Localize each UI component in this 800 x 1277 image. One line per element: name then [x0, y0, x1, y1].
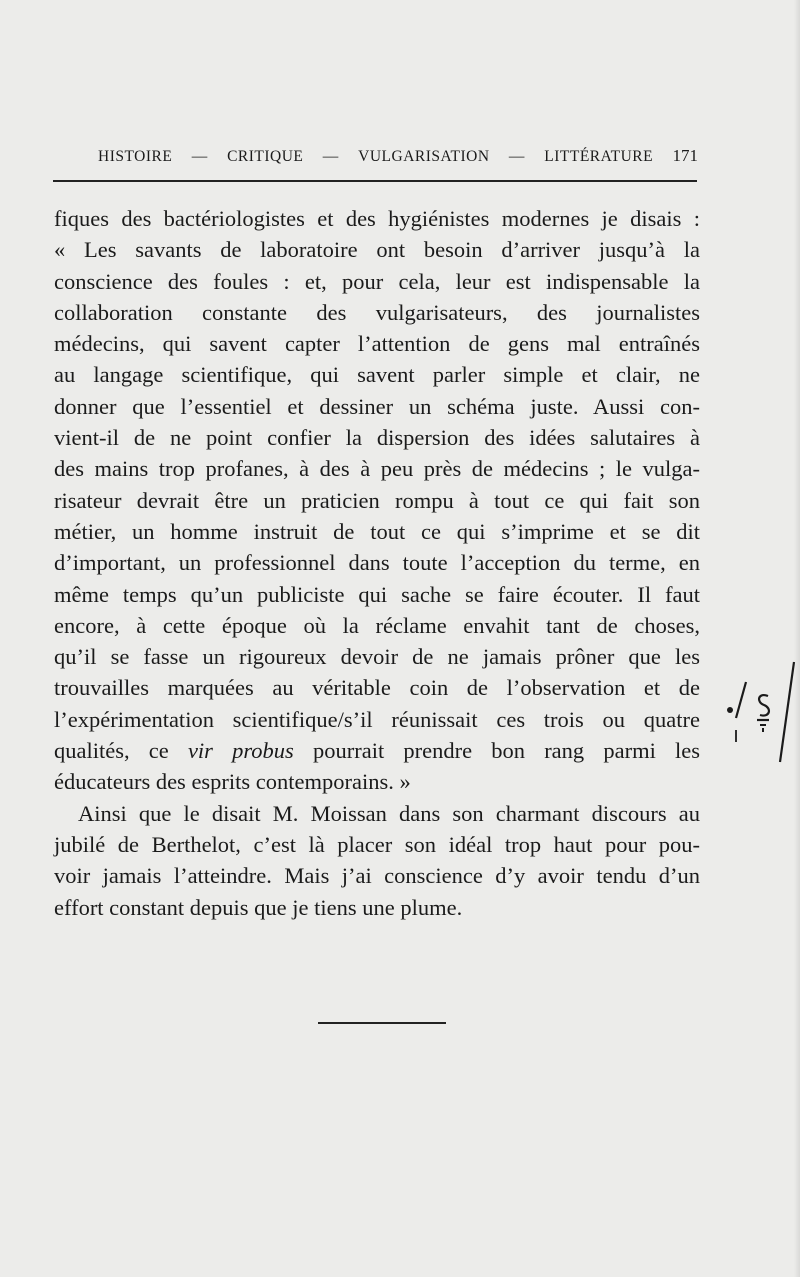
text-line: des mains trop profanes, à des à peu près de médecins ; le vulga-	[54, 456, 700, 482]
section-end-rule	[318, 1022, 446, 1024]
header-section-litterature: LITTÉRATURE	[544, 148, 654, 165]
header-rule	[53, 180, 697, 182]
header-dash: —	[191, 148, 208, 165]
text-line: collaboration constante des vulgarisateurs, des journalistes	[54, 299, 700, 325]
text-line: même temps qu’un publiciste qui sache se faire écouter. Il faut	[54, 581, 700, 607]
text-line: Ainsi que le disait M. Moissan dans son charmant discours au	[78, 800, 700, 826]
header-section-histoire: HISTOIRE	[98, 148, 173, 165]
body-text	[54, 203, 700, 923]
paragraph-end-line: éducateurs des esprits contemporains. »	[54, 769, 411, 795]
text-line: vient-il de ne point confier la dispersion des idées salutaires à	[54, 425, 700, 451]
text-line: fiques des bactériologistes et des hygiénistes modernes je disais :	[54, 206, 700, 231]
header-section-critique: CRITIQUE	[227, 148, 304, 165]
text-span: qualités, ce	[54, 738, 188, 764]
text-line: « Les savants de laboratoire ont besoin d’arriver jusqu’à la	[54, 237, 700, 263]
header-section-vulgarisation: VULGARISATION	[358, 148, 490, 165]
running-head	[98, 146, 698, 166]
latin-phrase: vir probus	[187, 738, 294, 764]
text-line: d’important, un professionnel dans toute l’acception du terme, en	[54, 550, 700, 576]
text-line-italic-phrase	[54, 735, 700, 766]
text-line: métier, un homme instruit de tout ce qui s’imprime et se dit	[54, 518, 700, 544]
header-dash: —	[508, 148, 525, 165]
text-line: au langage scientifique, qui savent parler simple et clair, ne	[54, 362, 700, 388]
paragraph-end-line: effort constant depuis que je tiens une plume.	[54, 894, 463, 920]
text-span: pourrait prendre bon rang parmi les	[293, 738, 700, 764]
text-line: risateur devrait être un praticien rompu à tout ce qui fait son	[54, 487, 700, 513]
page-edge-shadow	[794, 0, 800, 1277]
text-line-with-correction: l’expérimentation scientifique/s’il réunissait ces trois ou quatre	[54, 706, 700, 732]
text-line: voir jamais l’atteindre. Mais j’ai conscience d’y avoir tendu d’un	[54, 863, 700, 889]
text-line: trouvailles marquées au véritable coin de l’observation et de	[54, 675, 700, 701]
header-dash: —	[322, 148, 339, 165]
text-line: encore, à cette époque où la réclame envahit tant de choses,	[54, 612, 700, 638]
text-line: qu’il se fasse un rigoureux devoir de ne jamais prôner que les	[54, 644, 700, 670]
page-number: 171	[672, 146, 698, 165]
text-line: jubilé de Berthelot, c’est là placer son idéal trop haut pour pou-	[54, 831, 700, 857]
proofreading-mark-icon	[724, 658, 800, 768]
text-line: conscience des foules : et, pour cela, leur est indispensable la	[54, 268, 700, 294]
text-line: donner que l’essentiel et dessiner un schéma juste. Aussi con-	[54, 393, 700, 419]
text-line: médecins, qui savent capter l’attention de gens mal entraînés	[54, 331, 700, 357]
